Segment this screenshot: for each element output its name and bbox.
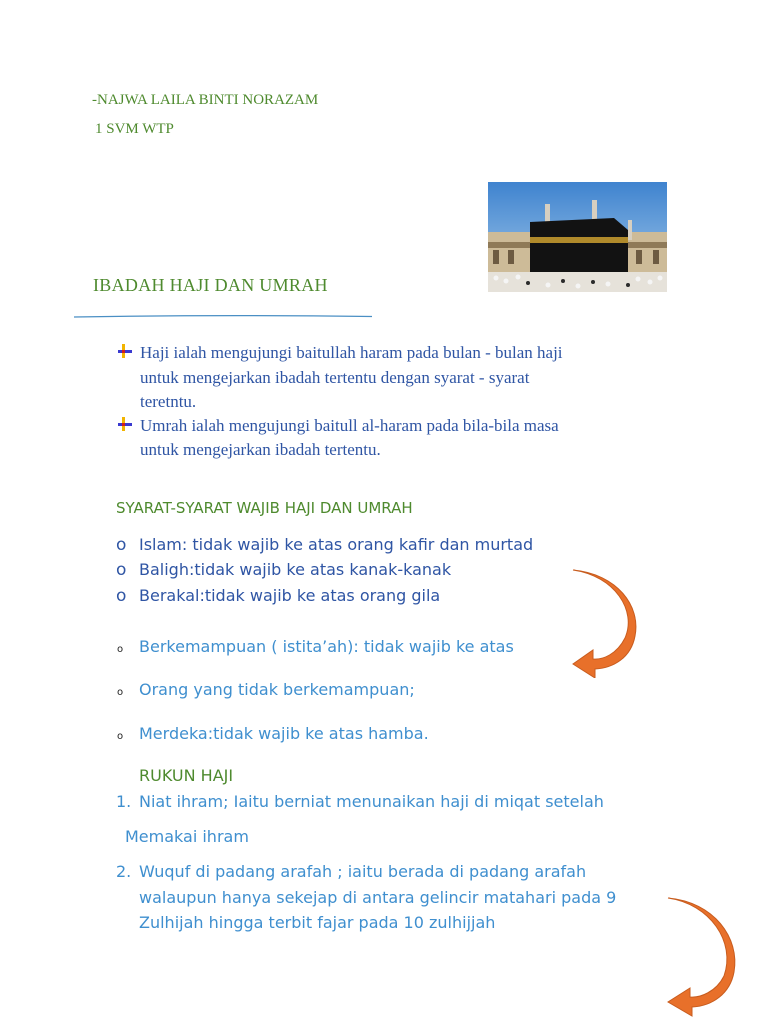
rukun-line: Niat ihram; Iaitu berniat menunaikan haji di miqat setelah [139,792,604,811]
rukun-line: walaupun hanya sekejap di antara gelincir matahari pada 9 [139,888,617,907]
definition-haji-line: untuk mengejarkan ibadah tertentu dengan syarat - syarat [140,368,530,387]
author-name: -NAJWA LAILA BINTI NORAZAM [92,92,319,108]
circle-bullet-icon: o [117,731,124,742]
circle-bullet-icon: o [117,644,124,655]
syarat-item: Berkemampuan ( istita’ah): tidak wajib ke atas [139,637,514,656]
circle-bullet-icon: o [116,560,127,580]
curved-arrow-icon [565,566,640,678]
circle-bullet-icon: o [116,535,127,555]
circle-bullet-icon: o [116,586,127,606]
page-title: IBADAH HAJI DAN UMRAH [93,275,328,295]
curved-arrow-icon [662,894,738,1018]
syarat-heading: SYARAT-SYARAT WAJIB HAJI DAN UMRAH [116,499,413,517]
definition-umrah-line: untuk mengejarkan ibadah tertentu. [140,440,381,459]
rukun-heading: RUKUN HAJI [139,766,234,785]
syarat-item: Merdeka:tidak wajib ke atas hamba. [139,724,429,743]
syarat-item: Islam: tidak wajib ke atas orang kafir dan murtad [139,535,534,554]
syarat-item: Orang yang tidak berkemampuan; [139,680,415,699]
rukun-line: Memakai ihram [125,827,249,846]
syarat-item: Berakal:tidak wajib ke atas orang gila [139,586,441,605]
rukun-line: Wuquf di padang arafah ; iaitu berada di padang arafah [139,862,587,881]
definition-haji-line: teretntu. [140,392,197,411]
circle-bullet-icon: o [117,687,124,698]
rukun-number: 1. [116,792,132,811]
syarat-item: Baligh:tidak wajib ke atas kanak-kanak [139,560,452,579]
definition-umrah-line: Umrah ialah mengujungi baitull al-haram pada bila-bila masa [140,416,559,435]
pointer-bullet-icon [116,343,132,359]
kaaba-photo [488,182,667,292]
rukun-line: Zulhijah hingga terbit fajar pada 10 zulhijjah [139,913,496,932]
rukun-number: 2. [116,862,132,881]
author-class: 1 SVM WTP [95,121,174,137]
definition-haji-line: Haji ialah mengujungi baitullah haram pada bulan - bulan haji [140,343,563,362]
title-underline [74,305,372,308]
pointer-bullet-icon [116,416,132,432]
